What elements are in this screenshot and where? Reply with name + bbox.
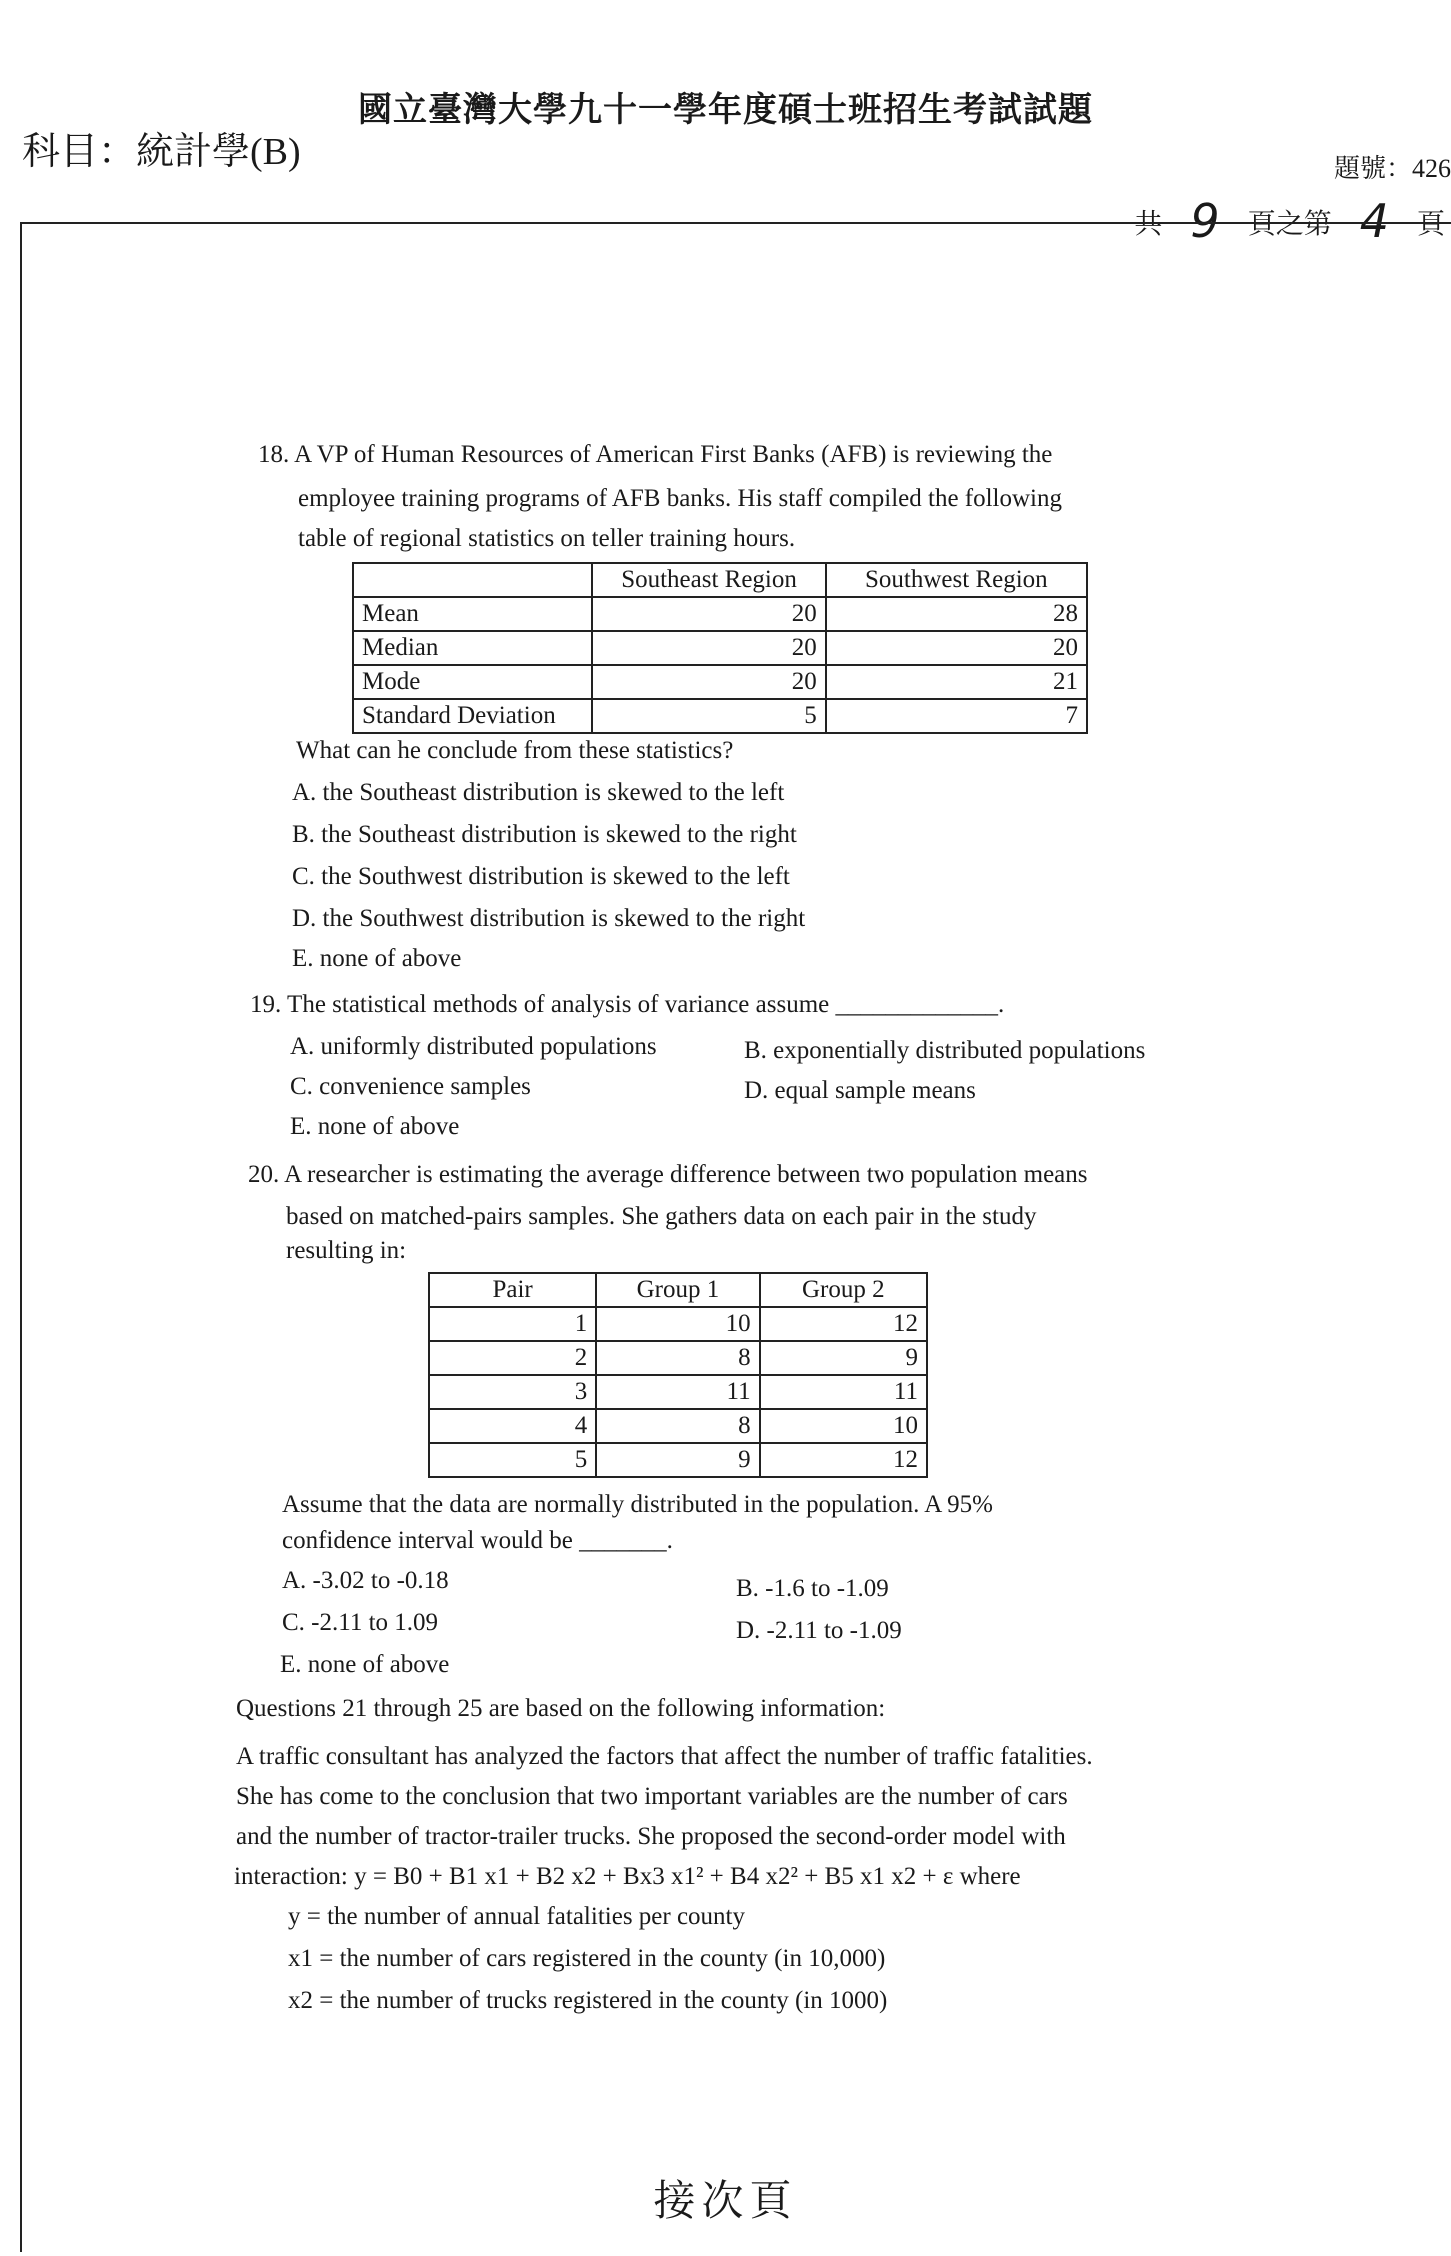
q18-stats-table	[352, 562, 1088, 734]
table-row	[429, 1341, 927, 1375]
q18-line2: employee training programs of AFB banks. His staff compiled the following	[298, 485, 1063, 512]
continue-next-page: 接次頁	[653, 2179, 798, 2225]
q19-option-d: D. equal sample means	[744, 1077, 976, 1104]
question-number: 題號：426	[1333, 154, 1451, 183]
table-row	[353, 665, 1087, 699]
table-cell: 11	[596, 1375, 759, 1409]
page-total: 9	[1190, 194, 1220, 248]
table-cell: 28	[826, 597, 1087, 631]
q20-option-e: E. none of above	[280, 1651, 450, 1678]
q20-option-d: D. -2.11 to -1.09	[736, 1617, 902, 1644]
q20-option-a: A. -3.02 to -0.18	[282, 1567, 449, 1594]
q18-prompt: What can he conclude from these statistics?	[296, 737, 734, 764]
table-cell: 7	[826, 699, 1087, 733]
q20-line2: based on matched-pairs samples. She gathers data on each pair in the study	[286, 1203, 1037, 1230]
table-cell: 20	[592, 597, 825, 631]
page-current: 4	[1359, 194, 1389, 248]
q20-line3: resulting in:	[286, 1237, 407, 1264]
table-cell: 8	[596, 1409, 759, 1443]
info-def-x1: x1 = the number of cars registered in the county (in 10,000)	[288, 1945, 886, 1972]
table-header-row	[429, 1273, 927, 1307]
q19-stem: 19. The statistical methods of analysis of variance assume _____________.	[250, 991, 1005, 1018]
info-line-4: and the number of tractor-trailer trucks. She proposed the second-order model with	[236, 1823, 1066, 1850]
q18-line3: table of regional statistics on teller training hours.	[298, 525, 796, 552]
q18-line1: 18. A VP of Human Resources of American First Banks (AFB) is reviewing the	[258, 441, 1053, 468]
row-label: Median	[353, 631, 592, 665]
table-cell: 5	[429, 1443, 596, 1477]
row-label: Standard Deviation	[353, 699, 592, 733]
row-label: Mean	[353, 597, 592, 631]
table-cell: 8	[596, 1341, 759, 1375]
table-cell: 12	[760, 1443, 927, 1477]
table-cell: 4	[429, 1409, 596, 1443]
exam-title: 國立臺灣大學九十一學年度碩士班招生考試試題	[358, 92, 1093, 129]
table-cell: 20	[592, 631, 825, 665]
q20-pairs-table	[428, 1272, 928, 1478]
table-cell: 10	[760, 1409, 927, 1443]
table-row	[429, 1409, 927, 1443]
page-prefix: 共	[1134, 209, 1163, 240]
q18-option-c: C. the Southwest distribution is skewed to the left	[292, 863, 790, 890]
info-line-2: A traffic consultant has analyzed the factors that affect the number of traffic fatalities.	[236, 1743, 1093, 1770]
q20-option-c: C. -2.11 to 1.09	[282, 1609, 439, 1636]
info-line-1: Questions 21 through 25 are based on the following information:	[236, 1695, 886, 1722]
table-row	[353, 699, 1087, 733]
page-mid: 頁之第	[1247, 209, 1332, 240]
info-line-5: interaction: y = B0 + B1 x1 + B2 x2 + Bx3 x1² + B4 x2² + B5 x1 x2 + ε where	[234, 1863, 1021, 1890]
q18-option-e: E. none of above	[292, 945, 462, 972]
table-row	[353, 631, 1087, 665]
table-cell: 2	[429, 1341, 596, 1375]
table-cell: 1	[429, 1307, 596, 1341]
table-cell: 20	[826, 631, 1087, 665]
page-suffix: 頁	[1416, 209, 1445, 240]
table-row	[429, 1307, 927, 1341]
q19-option-b: B. exponentially distributed populations	[744, 1037, 1146, 1064]
info-def-y: y = the number of annual fatalities per county	[288, 1903, 746, 1930]
q19-option-a: A. uniformly distributed populations	[290, 1033, 657, 1060]
table-cell: 9	[596, 1443, 759, 1477]
table-cell	[353, 563, 592, 597]
table-row	[353, 597, 1087, 631]
table-header-row	[353, 563, 1087, 597]
table-header-cell: Pair	[429, 1273, 596, 1307]
q18-option-d: D. the Southwest distribution is skewed to the right	[292, 905, 806, 932]
q19-option-e: E. none of above	[290, 1113, 460, 1140]
q18-option-b: B. the Southeast distribution is skewed to the right	[292, 821, 797, 848]
table-header-cell: Southwest Region	[826, 563, 1087, 597]
table-cell: 11	[760, 1375, 927, 1409]
q18-option-a: A. the Southeast distribution is skewed to the left	[292, 779, 785, 806]
table-header-cell: Group 1	[596, 1273, 759, 1307]
table-row	[429, 1443, 927, 1477]
q20-after-line1: Assume that the data are normally distributed in the population. A 95%	[282, 1491, 993, 1518]
q20-after-line2: confidence interval would be _______.	[282, 1527, 673, 1554]
info-line-3: She has come to the conclusion that two important variables are the number of cars	[236, 1783, 1068, 1810]
table-header-cell: Group 2	[760, 1273, 927, 1307]
q20-option-b: B. -1.6 to -1.09	[736, 1575, 889, 1602]
table-cell: 12	[760, 1307, 927, 1341]
table-header-cell: Southeast Region	[592, 563, 825, 597]
table-cell: 5	[592, 699, 825, 733]
table-cell: 21	[826, 665, 1087, 699]
row-label: Mode	[353, 665, 592, 699]
q19-option-c: C. convenience samples	[290, 1073, 531, 1100]
table-cell: 10	[596, 1307, 759, 1341]
table-cell: 3	[429, 1375, 596, 1409]
table-cell: 9	[760, 1341, 927, 1375]
q20-line1: 20. A researcher is estimating the average difference between two population means	[248, 1161, 1088, 1188]
subject-label: 科目：統計學(B)	[22, 131, 301, 173]
info-def-x2: x2 = the number of trucks registered in the county (in 1000)	[288, 1987, 888, 2014]
table-cell: 20	[592, 665, 825, 699]
table-row	[429, 1375, 927, 1409]
